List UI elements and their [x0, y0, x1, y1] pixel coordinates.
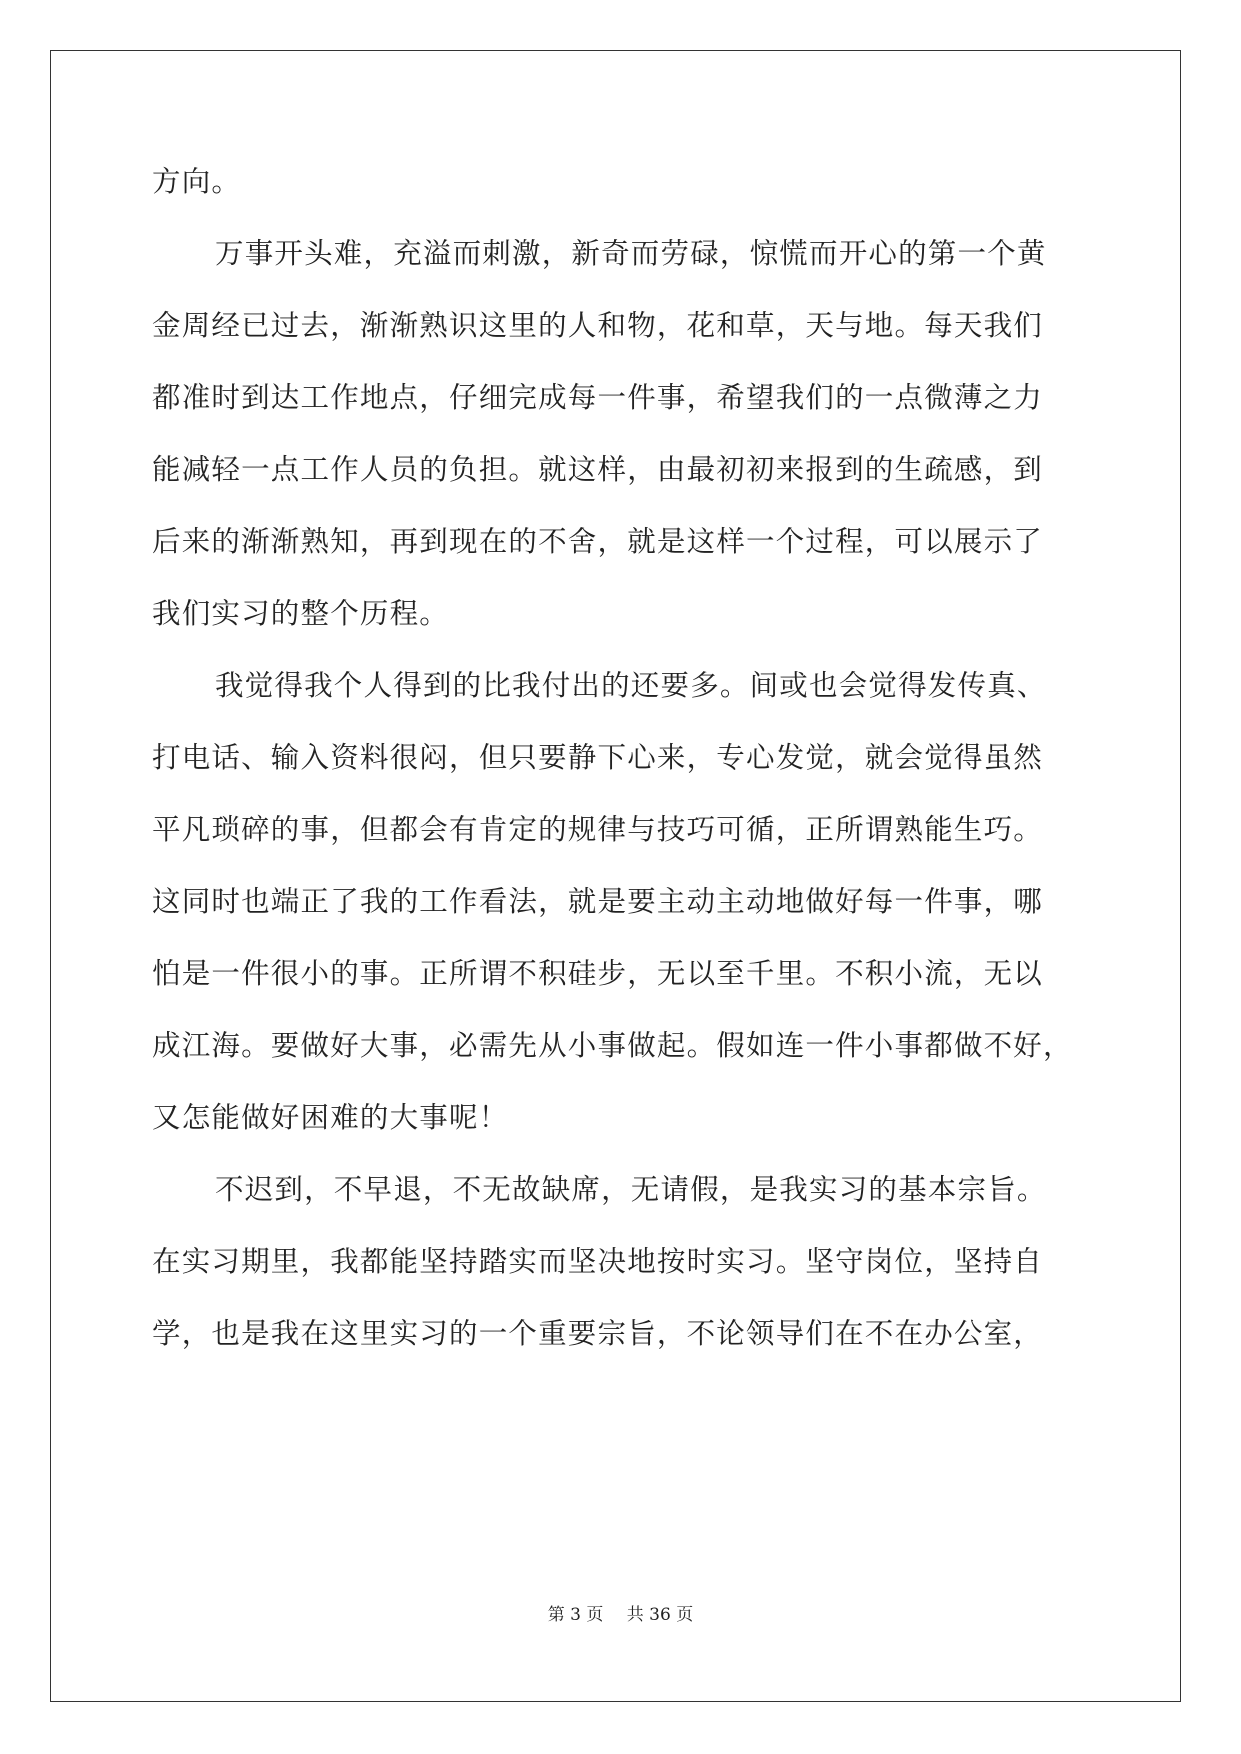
text-line: 我们实习的整个历程。	[152, 597, 450, 630]
paragraph-start-line: 我觉得我个人得到的比我付出的还要多。间或也会觉得发传真、	[215, 669, 1047, 702]
page-number: 第 3 页	[547, 1605, 604, 1625]
text-line: 能减轻一点工作人员的负担。就这样，由最初初来报到的生疏感，到	[152, 453, 1044, 486]
paragraph-start-line: 不迟到，不早退，不无故缺席，无请假，是我实习的基本宗旨。	[215, 1173, 1047, 1206]
text-line: 在实习期里，我都能坚持踏实而坚决地按时实习。坚守岗位，坚持自	[152, 1245, 1044, 1278]
text-line: 平凡琐碎的事，但都会有肯定的规律与技巧可循，正所谓熟能生巧。	[152, 813, 1044, 846]
paragraph-start-line: 万事开头难，充溢而刺激，新奇而劳碌，惊慌而开心的第一个黄	[215, 237, 1047, 270]
text-line: 成江海。要做好大事，必需先从小事做起。假如连一件小事都做不好，	[152, 1029, 1073, 1062]
page-footer	[0, 1600, 1241, 1625]
text-line: 金周经已过去，渐渐熟识这里的人和物，花和草，天与地。每天我们	[152, 309, 1044, 342]
text-line: 打电话、输入资料很闷，但只要静下心来，专心发觉，就会觉得虽然	[152, 741, 1044, 774]
text-line: 方向。	[152, 165, 242, 198]
text-line: 都准时到达工作地点，仔细完成每一件事，希望我们的一点微薄之力	[152, 381, 1044, 414]
text-line: 后来的渐渐熟知，再到现在的不舍，就是这样一个过程，可以展示了	[152, 525, 1044, 558]
text-line: 这同时也端正了我的工作看法，就是要主动主动地做好每一件事，哪	[152, 885, 1044, 918]
text-line: 怕是一件很小的事。正所谓不积硅步，无以至千里。不积小流，无以	[152, 957, 1044, 990]
page-border	[50, 50, 1181, 1702]
text-line: 学，也是我在这里实习的一个重要宗旨，不论领导们在不在办公室，	[152, 1317, 1044, 1350]
page-total: 共 36 页	[626, 1605, 694, 1625]
text-line: 又怎能做好困难的大事呢！	[152, 1101, 509, 1134]
